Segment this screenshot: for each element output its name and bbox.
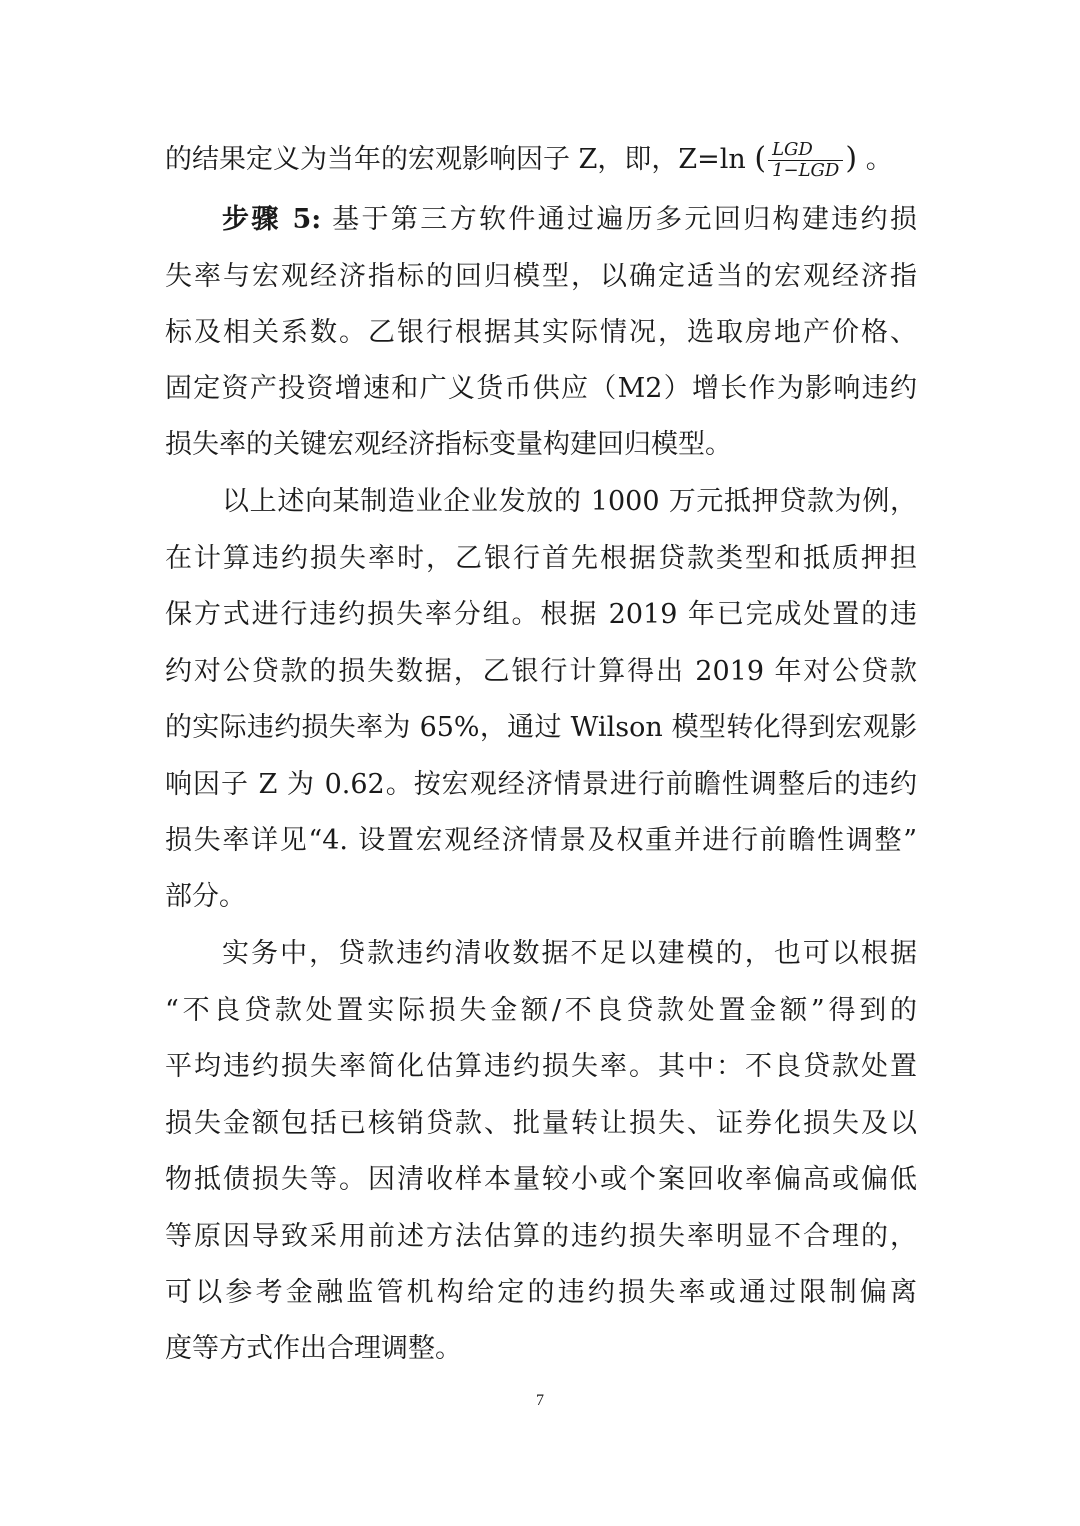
fraction-numerator: LGD [768,140,843,161]
lgd-fraction [768,140,843,181]
text-line-10: 约对公贷款的损失数据，乙银行计算得出 2019 年对公贷款 [165,656,917,687]
text-line-20: 等原因导致采用前述方法估算的违约损失率明显不合理的， [165,1221,917,1252]
formula-tail: 。 [865,144,893,175]
text-line-13: 损失率详见“4. 设置宏观经济情景及权重并进行前瞻性调整” [165,825,917,856]
text-line-19: 物抵债损失等。因清收样本量较小或个案回收率偏高或偏低 [165,1164,917,1195]
step-label: 步骤 5: [222,204,322,235]
fraction-denominator: 1−LGD [772,160,840,181]
text-line-21: 可以参考金融监管机构给定的违约损失率或通过限制偏离 [165,1277,917,1308]
text-line-11: 的实际违约损失率为 65%，通过 Wilson 模型转化得到宏观影 [165,712,917,743]
text-line-16: “不良贷款处置实际损失金额/不良贷款处置金额”得到的 [165,995,917,1026]
step-text: 基于第三方软件通过遍历多元回归构建违约损 [321,204,917,235]
text-line-5: 固定资产投资增速和广义货币供应（M2）增长作为影响违约 [165,373,917,404]
text-line-3: 失率与宏观经济指标的回归模型，以确定适当的宏观经济指 [165,261,917,292]
text-line-18: 损失金额包括已核销贷款、批量转让损失、证券化损失及以 [165,1108,917,1139]
text-line-12: 响因子 Z 为 0.62。按宏观经济情景进行前瞻性调整后的违约 [165,769,917,800]
text-line-9: 保方式进行违约损失率分组。根据 2019 年已完成处置的违 [165,599,917,630]
text-line-15: 实务中，贷款违约清收数据不足以建模的，也可以根据 [222,938,917,969]
text-line-4: 标及相关系数。乙银行根据其实际情况，选取房地产价格、 [165,317,917,348]
text-line-22: 度等方式作出合理调整。 [165,1333,462,1364]
formula-intro: 的结果定义为当年的宏观影响因子 Z，即，Z=ln [165,144,746,175]
text-line-1 [165,140,917,181]
text-line-7: 以上述向某制造业企业发放的 1000 万元抵押贷款为例， [222,486,917,517]
page-number: 7 [536,1392,544,1409]
text-line-8: 在计算违约损失率时，乙银行首先根据贷款类型和抵质押担 [165,543,917,574]
lgd-formula: ( $\frac{\text{LGD}}{\text{1−LGD}}$ ) [754,139,858,181]
text-line-14: 部分。 [165,881,246,912]
text-line-17: 平均违约损失率简化估算违约损失率。其中：不良贷款处置 [165,1051,917,1082]
text-line-6: 损失率的关键宏观经济指标变量构建回归模型。 [165,429,732,460]
text-line-2 [222,203,917,237]
